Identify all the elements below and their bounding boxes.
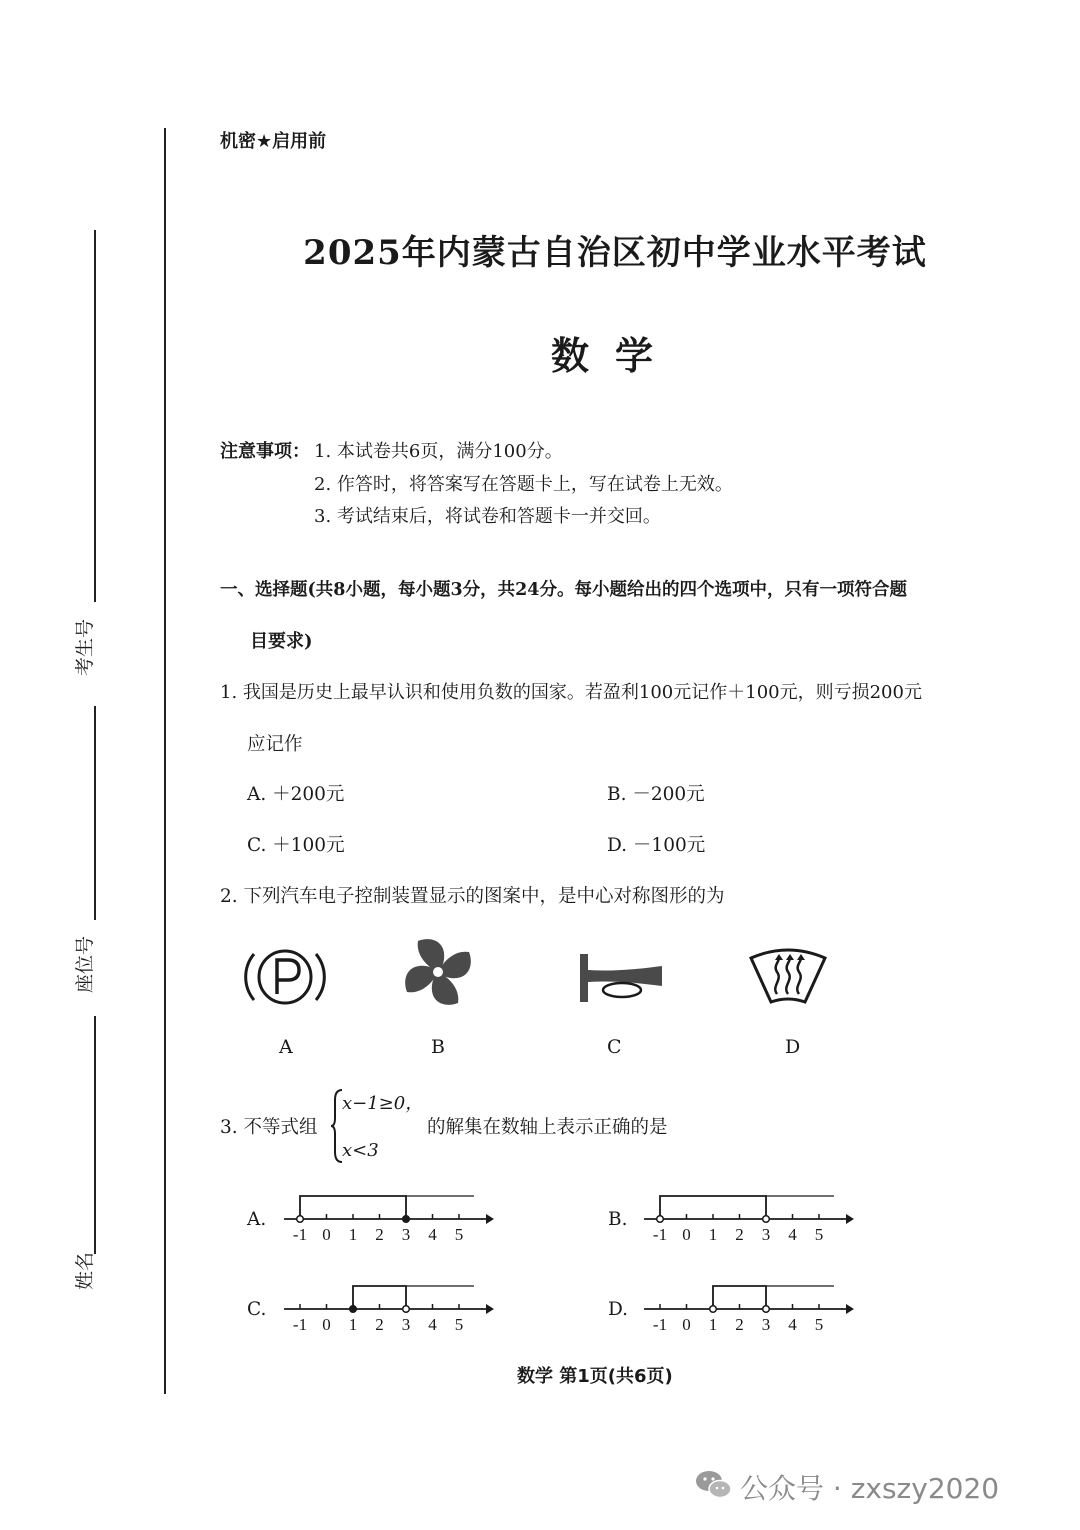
open-endpoint-circle xyxy=(763,1216,770,1223)
confidential-mark: 机密★启用前 xyxy=(220,131,327,152)
number-line-tick-label: 3 xyxy=(761,1315,771,1334)
q2-figure-label-c: C xyxy=(607,1036,622,1058)
q1-text-line2: 应记作 xyxy=(247,734,303,755)
number-line-tick-label: 1 xyxy=(708,1225,718,1244)
number-line-tick-label: 3 xyxy=(401,1225,411,1244)
number-line-tick-label: -1 xyxy=(292,1225,308,1244)
horn-icon xyxy=(578,948,664,1008)
q3-prefix: 3. 不等式组 xyxy=(220,1117,318,1138)
number-line-tick-label: 2 xyxy=(375,1225,384,1244)
number-line-tick-label: 2 xyxy=(375,1315,384,1334)
notice-item-1: 1. 本试卷共6页，满分100分。 xyxy=(314,441,563,462)
exam-number-rule xyxy=(94,230,96,602)
q3-option-c-number-line xyxy=(274,1278,498,1338)
number-line-tick-label: 1 xyxy=(348,1315,358,1334)
q1-option-b: B. －200元 xyxy=(607,784,705,805)
number-line-arrow xyxy=(846,1304,854,1314)
number-line-tick-label: 5 xyxy=(814,1315,824,1334)
q2-figure-label-a: A xyxy=(279,1036,293,1058)
parking-brake-icon xyxy=(244,944,326,1010)
number-line-tick-label: -1 xyxy=(292,1315,308,1334)
q3-inequality-2: x<3 xyxy=(342,1140,379,1161)
number-line-tick-label: -1 xyxy=(652,1225,668,1244)
windshield-defrost-icon xyxy=(747,944,829,1008)
number-line-tick-label: 4 xyxy=(428,1225,437,1244)
subject-title: 数学 xyxy=(550,333,679,378)
open-endpoint-circle xyxy=(657,1216,664,1223)
number-line-tick-label: 0 xyxy=(322,1225,331,1244)
q3-inequality-1: x−1≥0， xyxy=(342,1093,424,1114)
seat-number-label: 座位号 xyxy=(74,935,96,993)
open-endpoint-circle xyxy=(710,1306,717,1313)
q1-text-line1: 1. 我国是历史上最早认识和使用负数的国家。若盈利100元记作＋100元，则亏损200元 xyxy=(220,682,922,703)
seat-number-rule xyxy=(94,706,96,920)
number-line-tick-label: 5 xyxy=(454,1225,464,1244)
fan-icon xyxy=(402,935,474,1009)
q3-option-b-label: B. xyxy=(608,1209,628,1230)
exam-number-label: 考生号 xyxy=(74,618,96,676)
section-heading-line2: 目要求) xyxy=(250,631,313,652)
exam-title: 2025年内蒙古自治区初中学业水平考试 xyxy=(303,233,927,273)
number-line-tick-label: 4 xyxy=(428,1315,437,1334)
q3-option-b-number-line xyxy=(634,1188,858,1248)
watermark-text: 公众号 · zxszy2020 xyxy=(740,1472,1000,1505)
q3-option-a-number-line xyxy=(274,1188,498,1248)
q1-option-d: D. －100元 xyxy=(607,835,706,856)
name-rule xyxy=(94,1016,96,1254)
q1-option-c: C. ＋100元 xyxy=(247,835,345,856)
notice-item-3: 3. 考试结束后，将试卷和答题卡一并交回。 xyxy=(314,506,661,527)
closed-endpoint-dot xyxy=(403,1216,410,1223)
number-line-tick-label: 0 xyxy=(682,1225,691,1244)
q2-figure-label-d: D xyxy=(785,1036,801,1058)
open-endpoint-circle xyxy=(403,1306,410,1313)
number-line-tick-label: -1 xyxy=(652,1315,668,1334)
notice-item-2: 2. 作答时，将答案写在答题卡上，写在试卷上无效。 xyxy=(314,474,733,495)
number-line-tick-label: 3 xyxy=(401,1315,411,1334)
q2-figure-label-b: B xyxy=(431,1036,445,1058)
open-endpoint-circle xyxy=(763,1306,770,1313)
number-line-tick-label: 3 xyxy=(761,1225,771,1244)
number-line-tick-label: 2 xyxy=(735,1315,744,1334)
number-line-tick-label: 2 xyxy=(735,1225,744,1244)
number-line-arrow xyxy=(846,1214,854,1224)
number-line-tick-label: 1 xyxy=(348,1225,358,1244)
number-line-arrow xyxy=(486,1214,494,1224)
q3-suffix: 的解集在数轴上表示正确的是 xyxy=(427,1117,668,1138)
q3-option-c-label: C. xyxy=(247,1299,267,1320)
number-line-tick-label: 5 xyxy=(814,1225,824,1244)
number-line-tick-label: 1 xyxy=(708,1315,718,1334)
binding-line xyxy=(164,128,166,1394)
q3-option-d-label: D. xyxy=(608,1299,629,1320)
q3-option-a-label: A. xyxy=(247,1209,267,1230)
section-heading-line1: 一、选择题(共8小题，每小题3分，共24分。每小题给出的四个选项中，只有一项符合题 xyxy=(220,580,907,600)
q2-text: 2. 下列汽车电子控制装置显示的图案中，是中心对称图形的为 xyxy=(220,886,725,907)
name-label: 姓名 xyxy=(74,1251,96,1290)
number-line-tick-label: 0 xyxy=(682,1315,691,1334)
number-line-arrow xyxy=(486,1304,494,1314)
q1-option-a: A. ＋200元 xyxy=(247,784,345,805)
wechat-icon xyxy=(694,1468,734,1502)
closed-endpoint-dot xyxy=(350,1306,357,1313)
number-line-tick-label: 4 xyxy=(788,1315,797,1334)
notice-label: 注意事项： xyxy=(220,441,310,462)
q3-option-d-number-line xyxy=(634,1278,858,1338)
page-footer: 数学 第1页(共6页) xyxy=(517,1366,673,1387)
number-line-tick-label: 4 xyxy=(788,1225,797,1244)
number-line-tick-label: 5 xyxy=(454,1315,464,1334)
open-endpoint-circle xyxy=(297,1216,304,1223)
number-line-tick-label: 0 xyxy=(322,1315,331,1334)
